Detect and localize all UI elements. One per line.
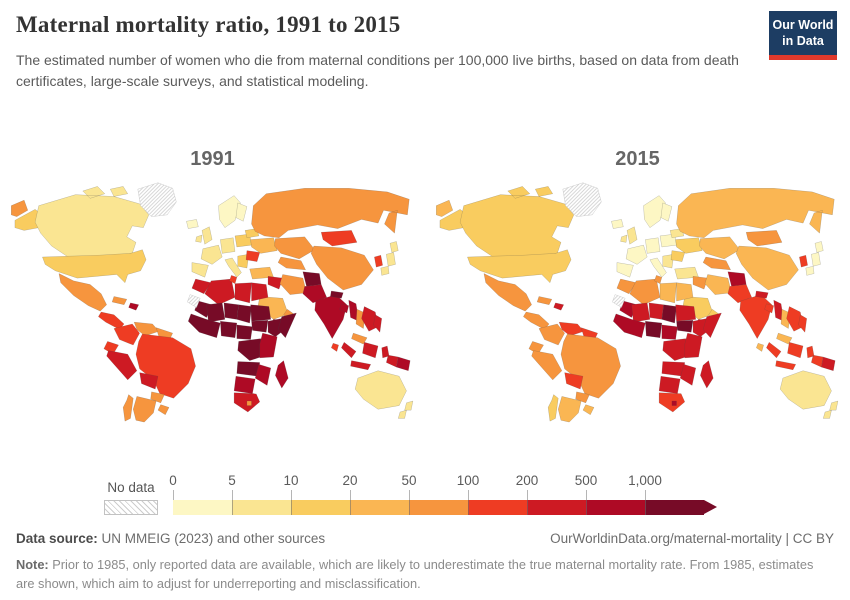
region-brazil[interactable] bbox=[135, 334, 195, 398]
legend-tick-mark bbox=[173, 490, 174, 500]
legend-tick-mark bbox=[409, 490, 410, 500]
region-cuba[interactable] bbox=[537, 296, 552, 304]
region-lesotho[interactable] bbox=[246, 401, 251, 406]
legend-tick-label: 1,000 bbox=[628, 473, 662, 488]
region-libya[interactable] bbox=[235, 283, 252, 303]
owid-logo-line2: in Data bbox=[782, 33, 824, 48]
legend-segment-0-5[interactable] bbox=[173, 500, 232, 515]
region-ukraine[interactable] bbox=[250, 238, 277, 254]
region-mali[interactable] bbox=[631, 303, 649, 322]
region-kazakhstan[interactable] bbox=[699, 237, 739, 259]
region-indonesia[interactable] bbox=[766, 342, 823, 370]
region-iran[interactable] bbox=[279, 274, 306, 294]
legend-tick-label: 100 bbox=[456, 473, 480, 488]
region-madagascar[interactable] bbox=[275, 361, 288, 389]
legend-tick-mark bbox=[468, 490, 469, 500]
region-chile[interactable] bbox=[123, 395, 133, 422]
region-central-asia[interactable] bbox=[703, 257, 731, 270]
region-haiti[interactable] bbox=[553, 303, 563, 310]
legend-tick-mark bbox=[232, 490, 233, 500]
region-chukotka[interactable] bbox=[436, 200, 453, 217]
region-finland[interactable] bbox=[235, 203, 246, 221]
world-map-svg-2015 bbox=[436, 180, 840, 423]
region-canada[interactable] bbox=[460, 186, 574, 257]
region-mexico[interactable] bbox=[483, 274, 531, 312]
region-cameroon[interactable] bbox=[236, 325, 252, 340]
note-label: Note: bbox=[16, 557, 49, 572]
region-sudan[interactable] bbox=[250, 305, 270, 322]
region-australia[interactable] bbox=[355, 371, 406, 410]
legend-tick-label: 5 bbox=[228, 473, 236, 488]
region-libya[interactable] bbox=[660, 283, 677, 303]
region-ukraine[interactable] bbox=[675, 238, 702, 254]
region-germany[interactable] bbox=[220, 238, 235, 254]
region-russia[interactable] bbox=[251, 188, 409, 238]
region-finland[interactable] bbox=[660, 203, 671, 221]
region-mongolia[interactable] bbox=[746, 230, 782, 246]
data-source-label: Data source: bbox=[16, 531, 98, 546]
region-mexico[interactable] bbox=[58, 274, 106, 312]
legend-segment-20-50[interactable] bbox=[350, 500, 409, 515]
region-argentina[interactable] bbox=[558, 396, 581, 422]
region-france[interactable] bbox=[626, 245, 647, 264]
legend-tick-mark bbox=[645, 490, 646, 500]
legend-segment-100-200[interactable] bbox=[468, 500, 527, 515]
region-sri-lanka[interactable] bbox=[756, 343, 763, 351]
region-iceland[interactable] bbox=[186, 219, 198, 228]
legend-segment-50-100[interactable] bbox=[409, 500, 468, 515]
region-brazil[interactable] bbox=[560, 334, 620, 398]
map-panel-2015 bbox=[425, 148, 850, 428]
legend-segment-200-500[interactable] bbox=[527, 500, 586, 515]
region-east-africa[interactable] bbox=[259, 333, 276, 358]
legend-arrow-cap bbox=[704, 500, 717, 514]
region-chile[interactable] bbox=[548, 395, 558, 422]
region-korea[interactable] bbox=[799, 255, 807, 267]
region-nigeria[interactable] bbox=[645, 321, 662, 338]
region-afghanistan[interactable] bbox=[727, 272, 745, 287]
region-south-sudan[interactable] bbox=[676, 320, 693, 332]
no-data-swatch[interactable] bbox=[104, 500, 158, 515]
region-india[interactable] bbox=[739, 295, 771, 339]
legend-tick-mark bbox=[586, 490, 587, 500]
region-kazakhstan[interactable] bbox=[274, 237, 314, 259]
legend-segment-500-1,000[interactable] bbox=[586, 500, 645, 515]
legend-segment-1,000+[interactable] bbox=[645, 500, 704, 515]
region-chad[interactable] bbox=[661, 305, 676, 323]
page-title: Maternal mortality ratio, 1991 to 2015 bbox=[16, 12, 401, 37]
region-japan[interactable] bbox=[380, 241, 397, 275]
region-iceland[interactable] bbox=[611, 219, 623, 228]
maps-row bbox=[0, 148, 850, 428]
region-japan[interactable] bbox=[805, 241, 822, 275]
region-ireland[interactable] bbox=[195, 235, 201, 242]
world-map-2015[interactable] bbox=[425, 180, 850, 428]
region-sri-lanka[interactable] bbox=[331, 343, 338, 351]
region-niger[interactable] bbox=[649, 303, 664, 320]
region-argentina[interactable] bbox=[133, 396, 156, 422]
legend-tick-label: 10 bbox=[283, 473, 299, 488]
data-source-text: UN MMEIG (2023) and other sources bbox=[97, 531, 326, 546]
region-nigeria[interactable] bbox=[220, 321, 237, 338]
region-new-zealand[interactable] bbox=[823, 401, 838, 418]
legend-tick-label: 20 bbox=[342, 473, 358, 488]
region-uruguay[interactable] bbox=[582, 405, 593, 415]
region-png[interactable] bbox=[396, 357, 410, 371]
region-niger[interactable] bbox=[224, 303, 239, 320]
region-south-sudan[interactable] bbox=[251, 320, 268, 332]
data-source-line bbox=[16, 531, 325, 546]
owid-logo bbox=[769, 11, 837, 60]
no-data-label: No data bbox=[107, 480, 155, 495]
region-cuba[interactable] bbox=[112, 296, 127, 304]
region-indonesia[interactable] bbox=[341, 342, 398, 370]
legend-tick-mark bbox=[291, 490, 292, 500]
year-label-2015: 2015 bbox=[615, 148, 660, 170]
region-australia[interactable] bbox=[780, 371, 831, 410]
year-label-1991: 1991 bbox=[190, 148, 235, 170]
region-peru[interactable] bbox=[106, 351, 136, 380]
region-romania[interactable] bbox=[246, 251, 260, 262]
region-central-asia[interactable] bbox=[278, 257, 306, 270]
license-link[interactable]: OurWorldinData.org/maternal-mortality | CC BY bbox=[550, 531, 834, 546]
region-afghanistan[interactable] bbox=[302, 272, 320, 287]
legend-segment-10-20[interactable] bbox=[291, 500, 350, 515]
region-iberia[interactable] bbox=[191, 263, 208, 278]
region-chad[interactable] bbox=[236, 305, 251, 323]
region-korea[interactable] bbox=[374, 255, 382, 267]
legend-tick-label: 0 bbox=[169, 473, 177, 488]
legend-no-data bbox=[103, 480, 159, 515]
legend-tick-label: 200 bbox=[515, 473, 539, 488]
region-chukotka[interactable] bbox=[11, 200, 28, 217]
region-east-africa[interactable] bbox=[684, 333, 701, 358]
region-uruguay[interactable] bbox=[157, 405, 168, 415]
region-philippines[interactable] bbox=[798, 315, 806, 332]
legend-tick-label: 500 bbox=[574, 473, 598, 488]
region-canada[interactable] bbox=[35, 186, 149, 257]
chart-subtitle: The estimated number of women who die from maternal conditions per 100,000 live births, based on data from death certificates, large-scale surveys, and statistical modeling. bbox=[16, 52, 739, 89]
region-peru[interactable] bbox=[531, 351, 561, 380]
region-romania[interactable] bbox=[671, 251, 685, 262]
map-legend bbox=[103, 473, 718, 515]
region-haiti[interactable] bbox=[128, 303, 138, 310]
legend-tick-mark bbox=[527, 490, 528, 500]
region-namibia-botswana[interactable] bbox=[234, 376, 255, 393]
region-new-zealand[interactable] bbox=[398, 401, 413, 418]
region-philippines[interactable] bbox=[373, 315, 381, 332]
region-uk[interactable] bbox=[201, 227, 211, 244]
region-sudan[interactable] bbox=[675, 305, 695, 322]
legend-tick-label: 50 bbox=[401, 473, 417, 488]
region-india[interactable] bbox=[314, 295, 346, 339]
region-lesotho[interactable] bbox=[671, 401, 676, 406]
region-namibia-botswana[interactable] bbox=[659, 376, 680, 393]
note-text: Prior to 1985, only reported data are available, which are likely to underestimate the true maternal mortality rate. From 1985, estimates are shown, which aim to adjust for underreporting and misclassification. bbox=[16, 557, 814, 592]
world-map-svg-1991 bbox=[11, 180, 415, 423]
region-mongolia[interactable] bbox=[321, 230, 357, 246]
region-ireland[interactable] bbox=[620, 235, 626, 242]
world-map-1991[interactable] bbox=[0, 180, 425, 428]
region-mali[interactable] bbox=[206, 303, 224, 322]
region-iberia[interactable] bbox=[616, 263, 633, 278]
region-russia[interactable] bbox=[676, 188, 834, 238]
owid-logo-line1: Our World bbox=[772, 18, 834, 32]
region-france[interactable] bbox=[201, 245, 222, 264]
legend-colorbar[interactable] bbox=[169, 473, 718, 515]
region-iran[interactable] bbox=[704, 274, 731, 294]
region-madagascar[interactable] bbox=[700, 361, 713, 389]
region-germany[interactable] bbox=[645, 238, 660, 254]
region-cameroon[interactable] bbox=[661, 325, 677, 340]
map-panel-1991 bbox=[0, 148, 425, 428]
legend-tick-mark bbox=[350, 490, 351, 500]
legend-segment-5-10[interactable] bbox=[232, 500, 291, 515]
chart-note bbox=[16, 555, 834, 593]
region-png[interactable] bbox=[821, 357, 835, 371]
chart-footer bbox=[16, 531, 834, 546]
region-uk[interactable] bbox=[626, 227, 636, 244]
